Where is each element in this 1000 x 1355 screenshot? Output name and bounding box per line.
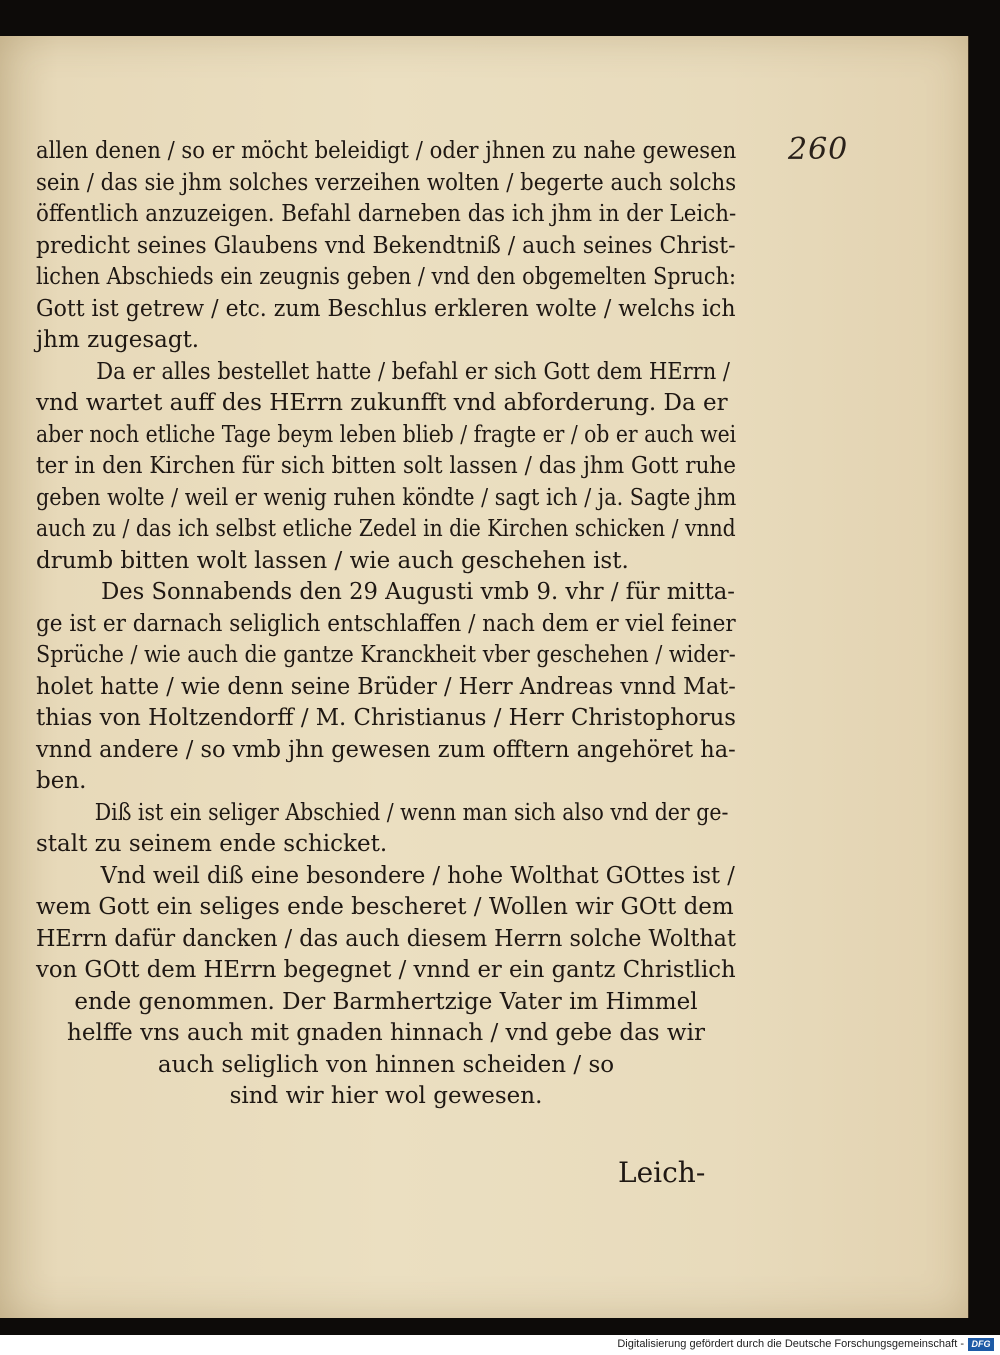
text-line: sein / das sie jhm solches verzeihen wolten / begerte auch solchs — [36, 169, 737, 196]
text-line: holet hatte / wie denn seine Brüder / Herr Andreas vnnd Mat- — [36, 673, 736, 700]
text-line: vnd wartet auff des HErrn zukunfft vnd abforderung. Da er — [36, 390, 728, 416]
funding-notice: Digitalisierung gefördert durch die Deutsche Forschungsgemeinschaft - — [617, 1338, 964, 1350]
page-number: 260 — [788, 132, 849, 167]
text-line: wem Gott ein seliges ende bescheret / Wollen wir GOtt dem — [36, 894, 734, 920]
text-line: predicht seines Glaubens vnd Bekendtniß / auch seines Christ- — [36, 232, 736, 259]
dfg-logo-icon: DFG — [968, 1338, 994, 1351]
text-line: geben wolte / weil er wenig ruhen köndte / sagt ich / ja. Sagte jhm — [36, 484, 737, 511]
text-line: ter in den Kirchen für sich bitten solt lassen / das jhm Gott ruhe — [36, 453, 737, 479]
text-line: sind wir hier wol gewesen. — [229, 1083, 543, 1109]
text-line: HErrn dafür dancken / das auch diesem Herrn solche Wolthat — [36, 925, 736, 952]
text-line: vnnd andere / so vmb jhn gewesen zum offtern angehöret ha- — [36, 736, 736, 763]
text-line: ben. — [36, 768, 87, 794]
text-line: Diß ist ein seliger Abschied / wenn man sich also vnd der ge- — [94, 799, 729, 826]
text-line: Vnd weil diß eine besondere / hohe Wolthat GOttes ist / — [100, 862, 735, 889]
book-page — [0, 36, 969, 1318]
footer-bar — [0, 1335, 1000, 1355]
text-line: auch seliglich von hinnen scheiden / so — [157, 1051, 615, 1078]
text-line: Gott ist getrew / etc. zum Beschlus erkleren wolte / welchs ich — [36, 295, 736, 322]
text-line: aber noch etliche Tage beym leben blieb / fragte er / ob er auch wei — [36, 421, 737, 448]
text-line: Des Sonnabends den 29 Augusti vmb 9. vhr / für mitta- — [101, 579, 735, 605]
page-text — [36, 136, 736, 1113]
text-line: helffe vns auch mit gnaden hinnach / vnd gebe das wir — [67, 1020, 705, 1046]
text-line: auch zu / das ich selbst etliche Zedel in die Kirchen schicken / vnnd — [36, 516, 736, 542]
text-line: allen denen / so er möcht beleidigt / oder jhnen zu nahe gewesen — [36, 138, 737, 164]
text-line: thias von Holtzendorff / M. Christianus / Herr Christophorus — [36, 705, 737, 731]
catchword: Leich- — [618, 1156, 706, 1189]
text-line: Sprüche / wie auch die gantze Kranckheit vber geschehen / wider- — [36, 642, 736, 668]
text-line: drumb bitten wolt lassen / wie auch geschehen ist. — [36, 547, 629, 574]
text-line: ge ist er darnach seliglich entschlaffen / nach dem er viel feiner — [36, 610, 736, 637]
text-line: ende genommen. Der Barmhertzige Vater im Himmel — [74, 988, 698, 1015]
text-line: öffentlich anzuzeigen. Befahl darneben das ich jhm in der Leich- — [36, 201, 737, 227]
text-line: stalt zu seinem ende schicket. — [36, 831, 388, 857]
text-line: von GOtt dem HErrn begegnet / vnnd er ein gantz Christlich — [36, 957, 736, 983]
text-line: jhm zugesagt. — [36, 327, 200, 353]
text-line: lichen Abschieds ein zeugnis geben / vnd den obgemelten Spruch: — [36, 264, 736, 290]
text-line: Da er alles bestellet hatte / befahl er sich Gott dem HErrn / — [96, 358, 730, 385]
